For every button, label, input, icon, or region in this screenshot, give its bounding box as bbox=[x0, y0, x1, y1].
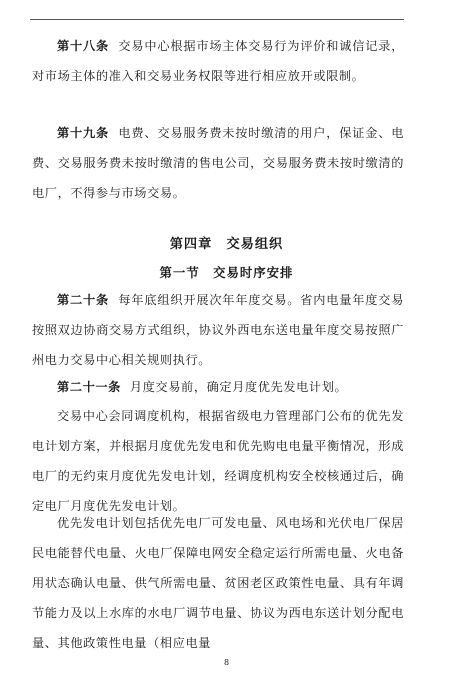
header-rule bbox=[30, 19, 404, 20]
article-20 bbox=[32, 285, 404, 375]
article-text: 每年底组织开展次年年度交易。省内电量年度交易按照双边协商交易方式组织，协议外西电东送电量年度交易按照广州电力交易中心相关规则执行。 bbox=[32, 293, 405, 367]
article-number: 第十九条 bbox=[57, 126, 109, 140]
article-21 bbox=[32, 372, 404, 402]
body-paragraph: 优先发电计划包括优先电厂可发电量、风电场和光伏电厂保居民电能替代电量、火电厂保障电网安全稳定运行所需电量、火电备用状态确认电量、供气所需电量、贫困老区政策性电量、具有年调节能力及以上水库的水电厂调节电量、协议为西电东送计划分配电量、其他政策性电量（相应电量 bbox=[32, 516, 404, 650]
body-paragraph: 交易中心会同调度机构，根据省级电力管理部门公布的优先发电计划方案，并根据月度优先发电和优先购电电量平衡情况，形成电厂的无约束月度优先发电计划，经调度机构安全校核通过后，确定电厂月度优先发电计划。 bbox=[32, 409, 404, 513]
article-number: 第二十一条 bbox=[57, 380, 121, 394]
article-number: 第十八条 bbox=[57, 39, 109, 53]
article-text: 交易中心根据市场主体交易行为评价和诚信记录，对市场主体的准入和交易业务权限等进行相应放开或限制。 bbox=[32, 39, 405, 83]
section-title: 第一节 交易时序安排 bbox=[159, 265, 294, 280]
article-19 bbox=[32, 118, 404, 208]
article-18 bbox=[32, 31, 404, 91]
article-text: 电费、交易服务费未按时缴清的用户，保证金、电费、交易服务费未按时缴清的售电公司，交易服务费未按时缴清的电厂，不得参与市场交易。 bbox=[32, 126, 405, 200]
article-text: 月度交易前，确定月度优先发电计划。 bbox=[129, 380, 348, 394]
chapter-title: 第四章 交易组织 bbox=[169, 237, 284, 252]
article-number: 第二十条 bbox=[57, 293, 109, 307]
page-number: 8 bbox=[223, 658, 230, 667]
